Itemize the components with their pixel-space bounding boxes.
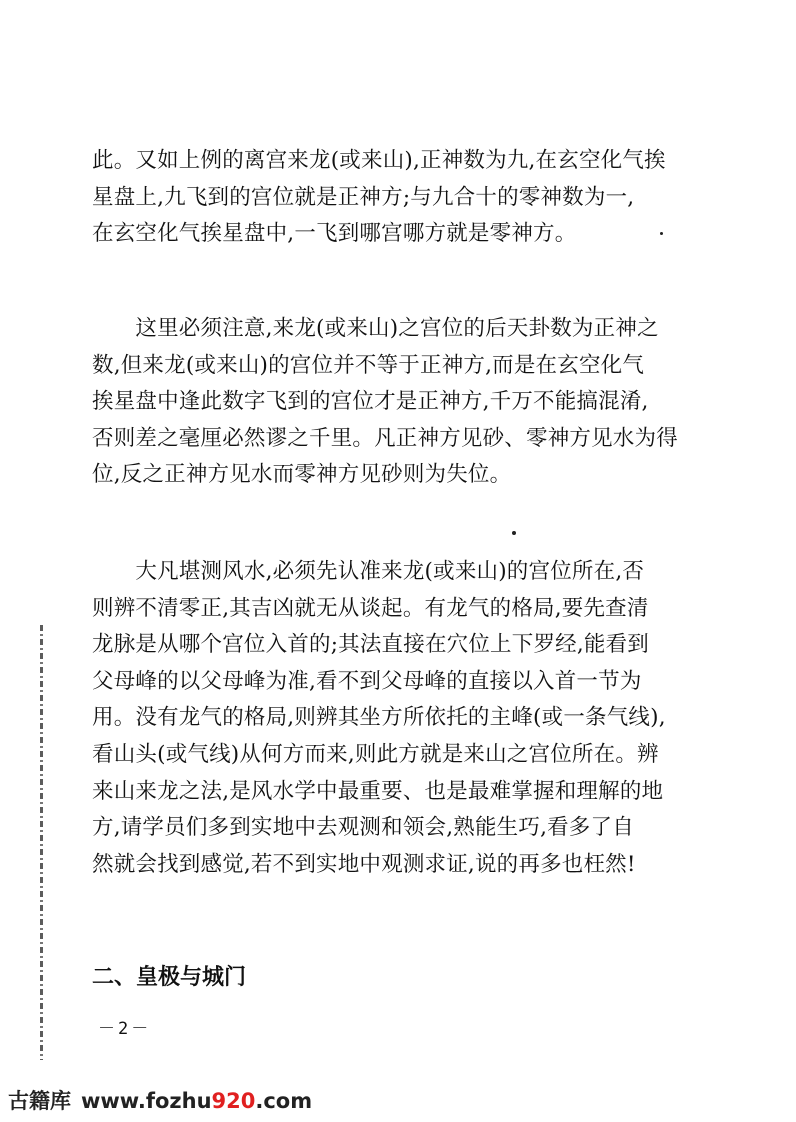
text-line: 用。没有龙气的格局,则辨其坐方所依托的主峰(或一条气线), bbox=[92, 705, 666, 731]
text-line: 龙脉是从哪个宫位入首的;其法直接在穴位上下罗经,能看到 bbox=[92, 632, 649, 658]
text-line: 数,但来龙(或来山)的宫位并不等于正神方,而是在玄空化气 bbox=[92, 352, 645, 378]
text-line: 否则差之毫厘必然谬之千里。凡正神方见砂、零神方见水为得 bbox=[92, 425, 678, 451]
text-line: 来山来龙之法,是风水学中最重要、也是最难掌握和理解的地 bbox=[92, 778, 664, 804]
watermark[interactable] bbox=[8, 1085, 312, 1115]
scan-speck bbox=[512, 531, 516, 535]
page-binding-edge bbox=[40, 625, 43, 1060]
scan-speck bbox=[660, 232, 663, 235]
watermark-site-number: 920 bbox=[211, 1089, 256, 1113]
text-line: 位,反之正神方见水而零神方见砂则为失位。 bbox=[92, 462, 512, 488]
paragraph bbox=[92, 143, 666, 253]
page-number: －2－ bbox=[98, 1019, 152, 1039]
text-line: 这里必须注意,来龙(或来山)之宫位的后天卦数为正神之 bbox=[92, 316, 659, 341]
text-line: 方,请学员们多到实地中去观测和领会,熟能生巧,看多了自 bbox=[92, 815, 634, 841]
section-heading: 二、皇极与城门 bbox=[92, 965, 247, 990]
text-line: 在玄空化气挨星盘中,一飞到哪宫哪方就是零神方。 bbox=[92, 221, 577, 247]
text-line: 然就会找到感觉,若不到实地中观测求证,说的再多也枉然! bbox=[92, 851, 636, 877]
text-line: 看山头(或气线)从何方而来,则此方就是来山之宫位所在。辨 bbox=[92, 741, 659, 767]
watermark-site-suffix: .com bbox=[255, 1089, 313, 1113]
text-line: 则辨不清零正,其吉凶就无从谈起。有龙气的格局,要先查清 bbox=[92, 595, 649, 621]
watermark-name: 古籍库 bbox=[8, 1089, 71, 1113]
text-line: 星盘上,九飞到的宫位就是正神方;与九合十的零神数为一, bbox=[92, 184, 635, 210]
watermark-site-prefix: www.fozhu bbox=[81, 1089, 212, 1113]
paragraph bbox=[92, 311, 678, 494]
text-line: 大凡堪测风水,必须先认准来龙(或来山)的宫位所在,否 bbox=[92, 559, 645, 584]
paragraph bbox=[92, 554, 666, 883]
text-line: 挨星盘中逢此数字飞到的宫位才是正神方,千万不能搞混淆, bbox=[92, 389, 649, 415]
text-line: 父母峰的以父母峰为准,看不到父母峰的直接以入首一节为 bbox=[92, 668, 642, 694]
text-line: 此。又如上例的离宫来龙(或来山),正神数为九,在玄空化气挨 bbox=[92, 148, 666, 173]
